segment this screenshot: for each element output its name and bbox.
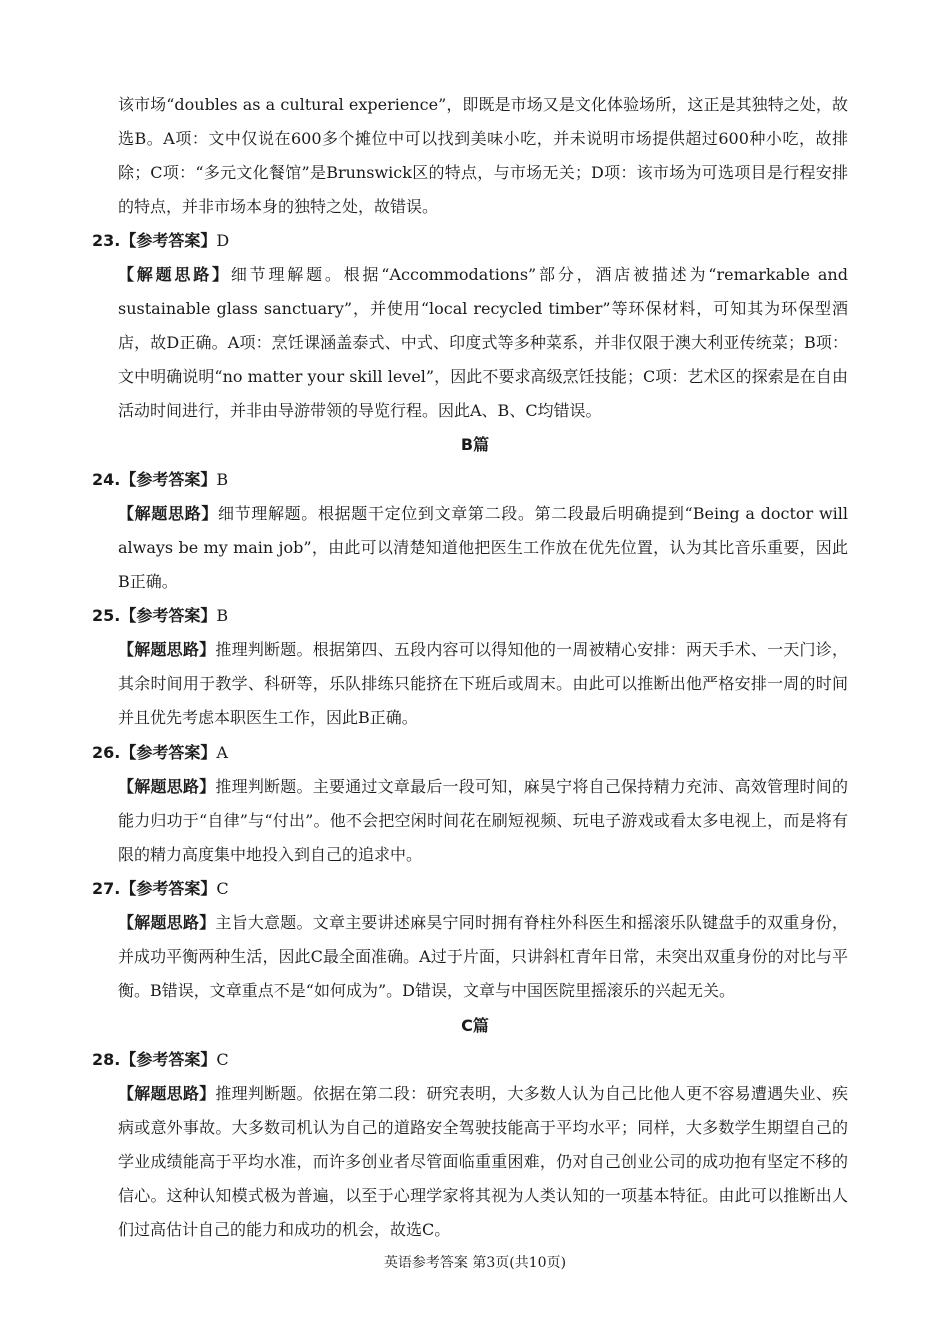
analysis-text: 主旨大意题。文章主要讲述麻昊宁同时拥有脊柱外科医生和摇滚乐队键盘手的双重身份，并成功平衡两种生活，因此C最全面准确。A过于片面，只讲斜杠青年日常，未突出双重身份的对比与平衡。B错误，文章重点不是“如何成为”。D错误，文章与中国医院里摇滚乐的兴起无关。: [118, 913, 848, 1000]
question-number: 27.: [92, 879, 121, 898]
question-24-analysis: [118, 497, 848, 599]
answer-label: 【参考答案】: [120, 231, 217, 250]
question-28-answer: [92, 1043, 229, 1077]
page-footer: 英语参考答案 第3页(共10页): [383, 1255, 567, 1271]
answer-label: 【参考答案】: [120, 879, 217, 898]
question-number: 28.: [92, 1050, 121, 1069]
analysis-label: 【解题思路】: [118, 640, 216, 659]
answer-value: B: [216, 606, 229, 625]
answer-value: D: [216, 231, 230, 250]
analysis-text: 细节理解题。根据题干定位到文章第二段。第二段最后明确提到“Being a doctor will always be my main job”，由此可以清楚知道他把医生工作放在优先位置，认为其比音乐重要，因此B正确。: [118, 504, 848, 591]
answer-label: 【参考答案】: [120, 1050, 217, 1069]
intro-paragraph: 该市场“doubles as a cultural experience”，即既是市场又是文化体验场所，这正是其独特之处，故选B。A项：文中仅说在600多个摊位中可以找到美味小吃，并未说明市场提供超过600种小吃，故排除；C项：“多元文化餐馆”是Brunswick区的特点，与市场无关；D项：该市场为可选项目是行程安排的特点，并非市场本身的独特之处，故错误。: [118, 95, 848, 216]
analysis-label: 【解题思路】: [118, 265, 231, 284]
analysis-text: 推理判断题。依据在第二段：研究表明，大多数人认为自己比他人更不容易遭遇失业、疾病或意外事故。大多数司机认为自己的道路安全驾驶技能高于平均水平；同样，大多数学生期望自己的学业成绩能高于平均水准，而许多创业者尽管面临重重困难，仍对自己创业公司的成功抱有坚定不移的信心。这种认知模式极为普遍，以至于心理学家将其视为人类认知的一项基本特征。由此可以推断出人们过高估计自己的能力和成功的机会，故选C。: [118, 1084, 848, 1239]
question-26-answer: [92, 736, 228, 770]
question-number: 25.: [92, 606, 121, 625]
answer-label: 【参考答案】: [120, 743, 217, 762]
analysis-label: 【解题思路】: [118, 777, 216, 796]
analysis-text: 细节理解题。根据“Accommodations”部分，酒店被描述为“remarkable and sustainable glass sanctuary”，并使用“local recycled timber”等环保材料，可知其为环保型酒店，故D正确。A项：烹饪课涵盖泰式、中式、印度式等多种菜系，并非仅限于澳大利亚传统菜；B项：文中明确说明“no matter your skill level”，因此不要求高级烹饪技能；C项：艺术区的探索是在自由活动时间进行，并非由导游带领的导览行程。因此A、B、C均错误。: [118, 265, 848, 420]
question-28-analysis: [118, 1077, 848, 1247]
question-number: 23.: [92, 231, 121, 250]
analysis-text: 推理判断题。根据第四、五段内容可以得知他的一周被精心安排：两天手术、一天门诊，其余时间用于教学、科研等，乐队排练只能挤在下班后或周末。由此可以推断出他严格安排一周的时间并且优先考虑本职医生工作，因此B正确。: [118, 640, 848, 727]
answer-value: C: [216, 1050, 229, 1069]
answer-label: 【参考答案】: [120, 606, 217, 625]
section-c-title: C篇: [461, 1016, 489, 1035]
question-25-answer: [92, 599, 228, 633]
question-27-analysis: [118, 906, 848, 1008]
question-23-answer: [92, 224, 229, 258]
answer-value: B: [216, 470, 229, 489]
answer-value: C: [216, 879, 229, 898]
question-26-analysis: [118, 770, 848, 872]
analysis-label: 【解题思路】: [118, 913, 216, 932]
question-25-analysis: [118, 633, 848, 735]
question-24-answer: [92, 463, 228, 497]
question-23-analysis: [118, 258, 848, 428]
question-number: 24.: [92, 470, 121, 489]
question-27-answer: [92, 872, 229, 906]
analysis-label: 【解题思路】: [118, 504, 218, 523]
section-b-title: B篇: [460, 435, 490, 454]
analysis-text: 推理判断题。主要通过文章最后一段可知，麻昊宁将自己保持精力充沛、高效管理时间的能力归功于“自律”与“付出”。他不会把空闲时间花在刷短视频、玩电子游戏或看太多电视上，而是将有限的精力高度集中地投入到自己的追求中。: [118, 777, 848, 864]
answer-value: A: [216, 743, 228, 762]
analysis-label: 【解题思路】: [118, 1084, 216, 1103]
answer-label: 【参考答案】: [120, 470, 217, 489]
question-number: 26.: [92, 743, 121, 762]
